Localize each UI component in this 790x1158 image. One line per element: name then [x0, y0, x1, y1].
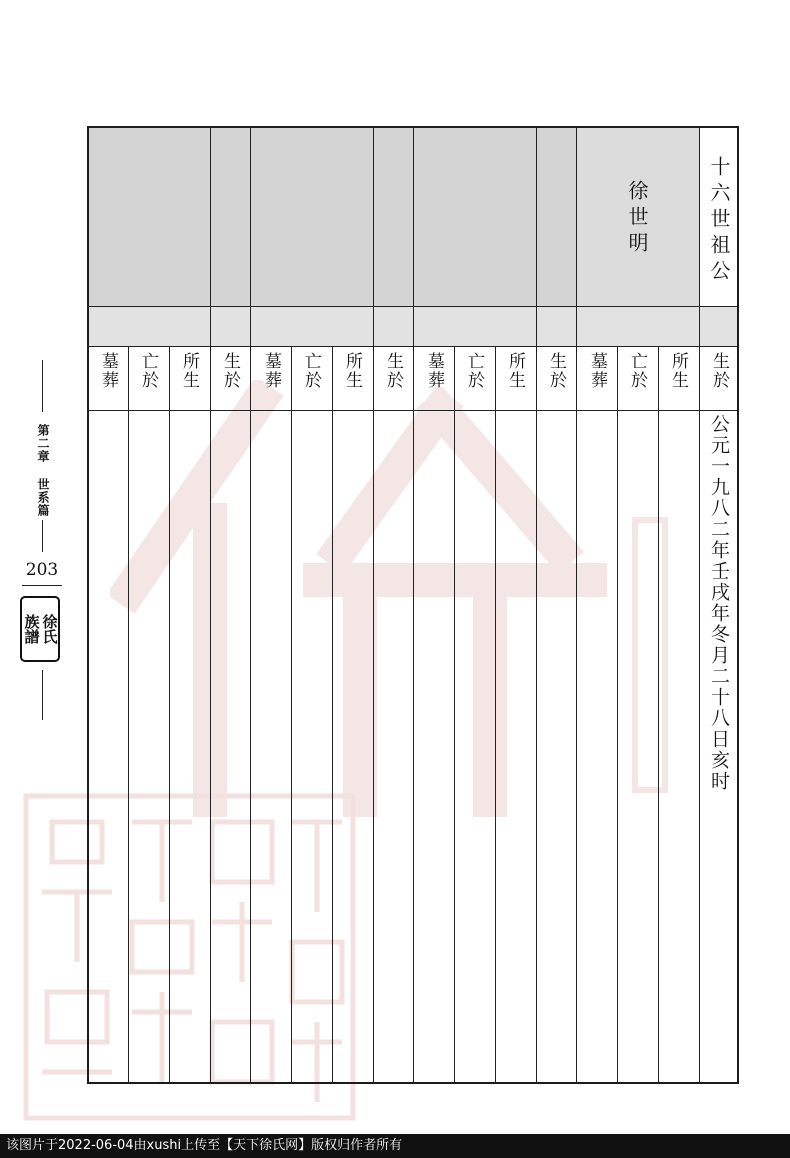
- column-divider: [332, 346, 333, 1084]
- column-divider: [291, 346, 292, 1084]
- page-number: 203: [25, 560, 59, 580]
- label-died: 亡於: [301, 352, 321, 390]
- stamp-text: 族譜: [22, 614, 41, 644]
- shaded-cell: [536, 126, 576, 306]
- column-divider: [658, 346, 659, 1084]
- shaded-cell: [251, 126, 373, 306]
- column-divider: [536, 126, 537, 1084]
- column-divider: [617, 346, 618, 1084]
- book-stamp: [20, 596, 60, 662]
- column-divider: [576, 126, 577, 1084]
- birth-record: 公元一九八二年壬戌年冬月二十八日亥时: [708, 414, 730, 792]
- label-born: 生於: [709, 352, 729, 390]
- label-buried: 墓葬: [424, 352, 444, 390]
- watermark-xu-character: [110, 380, 670, 820]
- column-divider: [413, 126, 414, 1084]
- stamp-text: 徐氏: [40, 614, 59, 644]
- label-died: 亡於: [138, 352, 158, 390]
- person-name: 徐世明: [625, 180, 649, 258]
- column-divider: [128, 346, 129, 1084]
- shaded-cell: [210, 126, 250, 306]
- page-number-rule: [22, 585, 62, 586]
- label-parent: 所生: [668, 352, 688, 390]
- column-divider: [373, 126, 374, 1084]
- label-died: 亡於: [627, 352, 647, 390]
- shaded-cell: [88, 126, 210, 306]
- label-born: 生於: [220, 352, 240, 390]
- margin-rule: [42, 520, 43, 552]
- label-parent: 所生: [505, 352, 525, 390]
- label-died: 亡於: [464, 352, 484, 390]
- watermark-seal: [22, 792, 357, 1122]
- column-divider: [699, 126, 700, 1084]
- shaded-cell: [373, 126, 413, 306]
- upload-footer: 该图片于2022-06-04由xushi上传至【天下徐氏网】版权归作者所有: [0, 1134, 790, 1158]
- column-divider: [495, 346, 496, 1084]
- label-buried: 墓葬: [261, 352, 281, 390]
- label-parent: 所生: [179, 352, 199, 390]
- label-buried: 墓葬: [98, 352, 118, 390]
- label-born: 生於: [546, 352, 566, 390]
- generation-label: 十六世祖公: [707, 156, 731, 286]
- label-buried: 墓葬: [587, 352, 607, 390]
- label-parent: 所生: [342, 352, 362, 390]
- chapter-title: 第二章 世系篇: [36, 424, 50, 517]
- column-divider: [454, 346, 455, 1084]
- label-born: 生於: [383, 352, 403, 390]
- column-divider: [169, 346, 170, 1084]
- column-divider: [210, 126, 211, 1084]
- margin-rule: [42, 670, 43, 720]
- margin-rule: [42, 360, 43, 412]
- shaded-cell: [414, 126, 536, 306]
- column-divider: [250, 126, 251, 1084]
